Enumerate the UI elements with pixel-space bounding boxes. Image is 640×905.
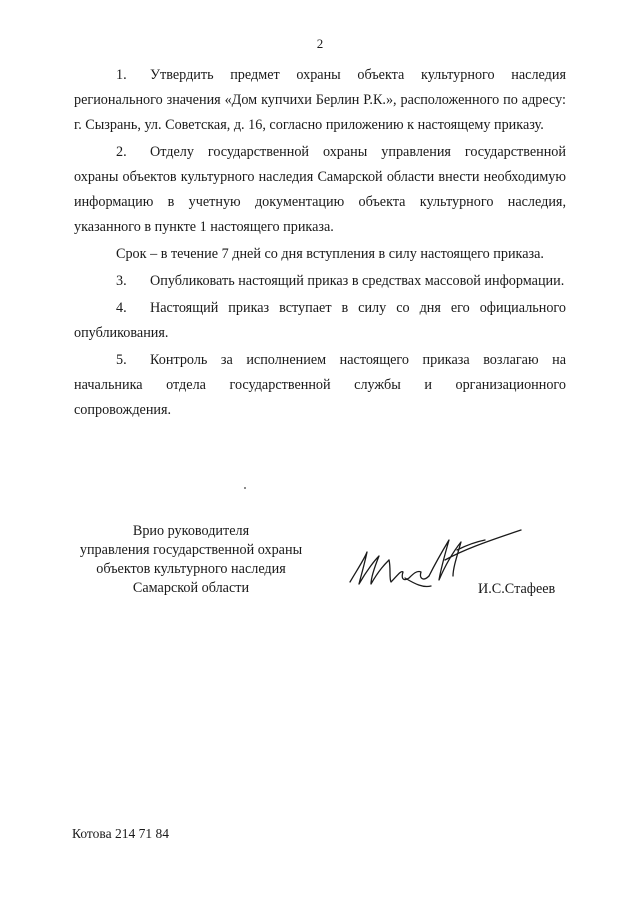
paragraph-1: [74, 63, 566, 138]
signatory-title-line: Врио руководителя: [132, 523, 250, 539]
paragraph-text: Утвердить предмет охраны объекта культурного наследия регионального значения «Дом купчихи Берлин Р.К.», расположенного по адресу: г. Сызрань, ул. Советская, д. 16, согласно приложению к настоящему приказу.: [74, 67, 566, 133]
executor-contact: Котова 214 71 84: [72, 826, 169, 841]
paragraph-deadline: [74, 242, 566, 267]
paragraph-text: Опубликовать настоящий приказ в средствах массовой информации.: [150, 273, 565, 289]
paragraph-number: 3.: [116, 273, 127, 289]
paragraph-text: Контроль за исполнением настоящего приказа возлагаю на начальника отдела государственной службы и организационного сопровождения.: [74, 352, 566, 418]
paragraph-number: 4.: [116, 300, 127, 316]
paragraph-number: 5.: [116, 352, 127, 368]
page-number: 2: [316, 36, 324, 51]
paragraph-5: [74, 348, 566, 423]
paragraph-4: [74, 296, 566, 346]
paragraph-3: [74, 269, 566, 294]
signer-name: И.С.Стафеев: [478, 581, 556, 597]
signatory-title-line: управления государственной охраны: [79, 542, 303, 558]
document-body: [74, 63, 566, 425]
paragraph-text: Срок – в течение 7 дней со дня вступления в силу настоящего приказа.: [116, 246, 544, 262]
signatory-title-line: объектов культурного наследия: [96, 561, 286, 577]
paragraph-text: Отделу государственной охраны управления государственной охраны объектов культурного наследия Самарской области внести необходимую информацию в учетную документацию объекта культурного наследия, указанного в пункте 1 настоящего приказа.: [74, 144, 566, 235]
signatory-title-line: Самарской области: [132, 580, 250, 596]
paragraph-2: [74, 140, 566, 240]
signatory-title: [60, 522, 322, 598]
paragraph-number: 1.: [116, 67, 127, 83]
paragraph-text: Настоящий приказ вступает в силу со дня его официального опубликования.: [74, 300, 566, 341]
paragraph-number: 2.: [116, 144, 127, 160]
scan-speck: [244, 487, 246, 489]
